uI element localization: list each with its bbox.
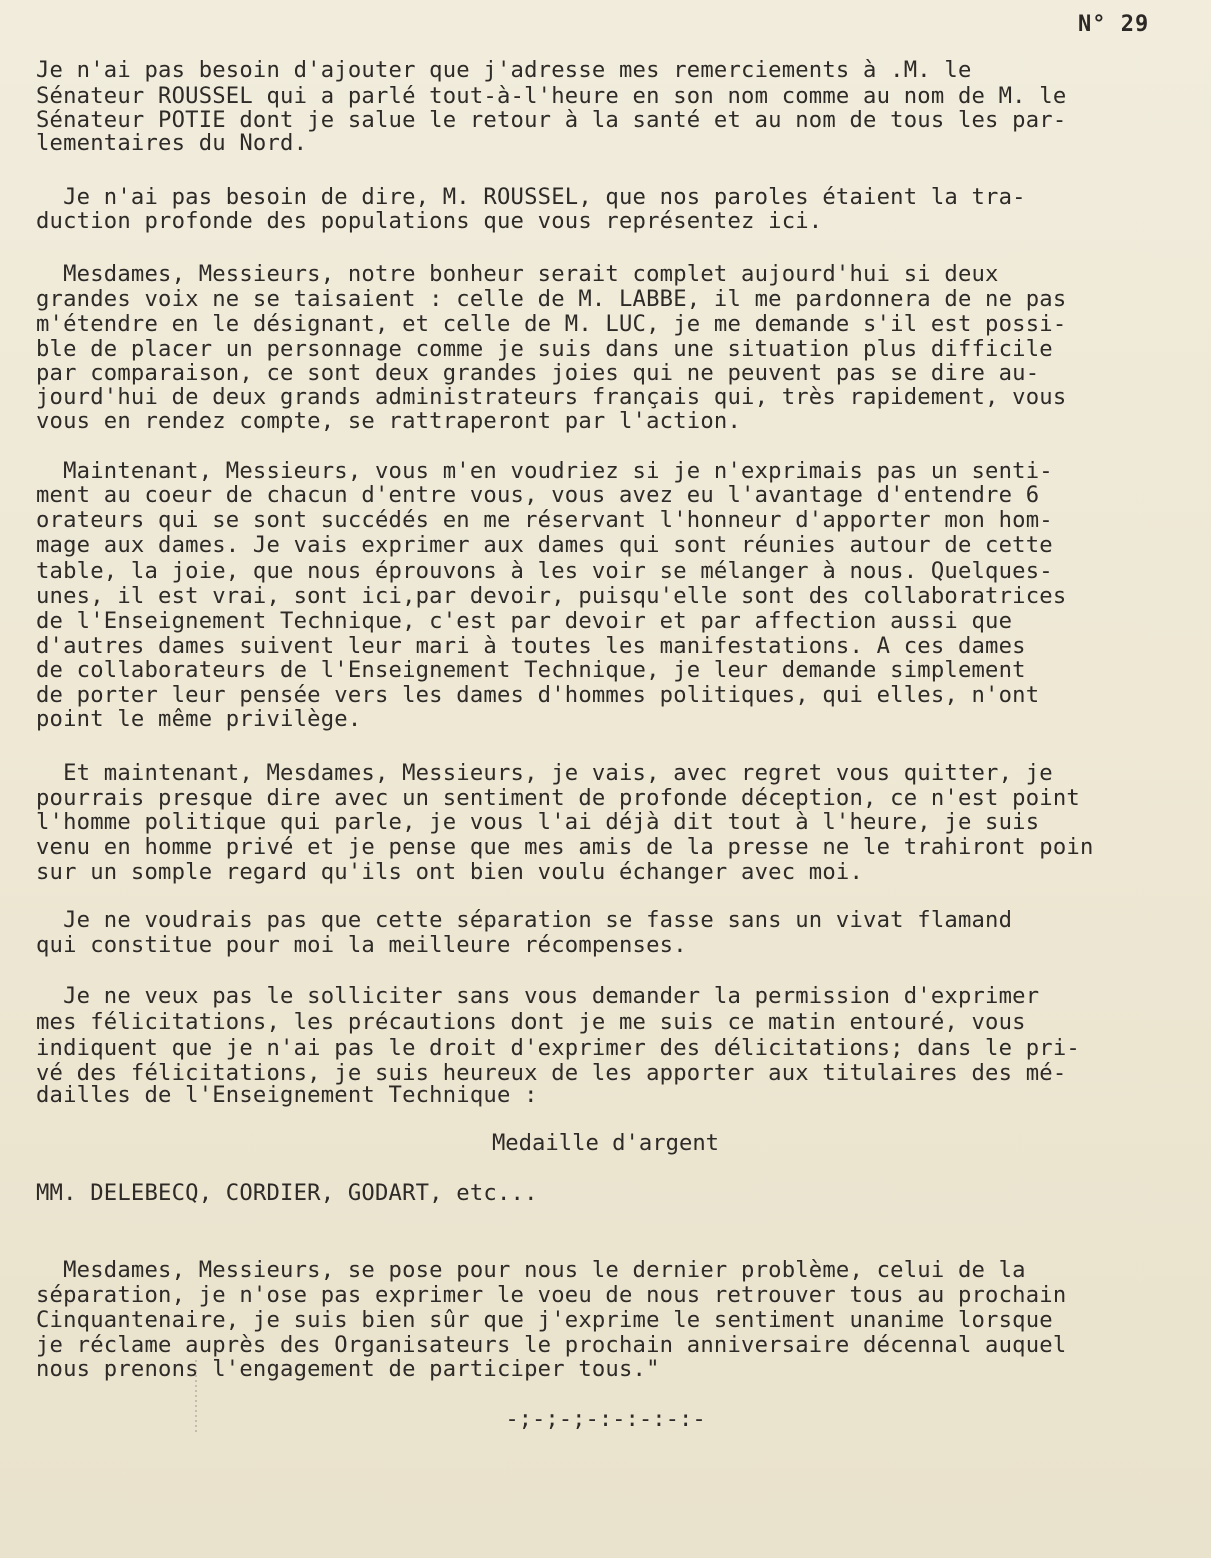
closing-ornament: -;-;-;-:-:-:-:- [505,1406,706,1432]
text-line: ment au coeur de chacun d'entre vous, vous avez eu l'avantage d'entendre 6 [36,482,1040,508]
text-line: jourd'hui de deux grands administrateurs français qui, très rapidement, vous [36,384,1067,410]
text-line: duction profonde des populations que vous représentez ici. [36,208,823,234]
text-line: m'étendre en le désignant, et celle de M. LUC, je me demande s'il est possi- [36,311,1067,337]
text-line: Sénateur ROUSSEL qui a parlé tout-à-l'heure en son nom comme au nom de M. le [36,83,1067,109]
text-line: Sénateur POTIE dont je salue le retour à la santé et au nom de tous les par- [36,107,1067,133]
text-line: par comparaison, ce sont deux grandes joies qui ne peuvent pas se dire au- [36,360,1040,386]
text-line: Cinquantenaire, je suis bien sûr que j'exprime le sentiment unanime lorsque [36,1307,1053,1333]
text-line: mage aux dames. Je vais exprimer aux dames qui sont réunies autour de cette [36,532,1053,558]
margin-marks [178,1360,208,1435]
text-line: Je n'ai pas besoin de dire, M. ROUSSEL, que nos paroles étaient la tra- [36,184,1026,210]
text-line: Je ne veux pas le solliciter sans vous demander la permission d'exprimer [36,983,1040,1009]
text-line: indiquent que je n'ai pas le droit d'exprimer des délicitations; dans le pri- [36,1035,1080,1061]
text-line: de porter leur pensée vers les dames d'hommes politiques, qui elles, n'ont [36,682,1040,708]
text-line: pourrais presque dire avec un sentiment de profonde déception, ce n'est point [36,785,1080,811]
text-line: Maintenant, Messieurs, vous m'en voudriez si je n'exprimais pas un senti- [36,458,1053,484]
recipients-line: MM. DELEBECQ, CORDIER, GODART, etc... [36,1180,538,1206]
text-line: de l'Enseignement Technique, c'est par devoir et par affection aussi que [36,608,1013,634]
text-line: ble de placer un personnage comme je suis dans une situation plus difficile [36,336,1053,362]
page-number: N° 29 [1078,12,1150,37]
text-line: Je n'ai pas besoin d'ajouter que j'adresse mes remerciements à .M. le [36,57,972,83]
text-line: nous prenons l'engagement de participer tous." [36,1356,660,1382]
text-line: Mesdames, Messieurs, se pose pour nous le dernier problème, celui de la [36,1257,1026,1283]
text-line: grandes voix ne se taisaient : celle de M. LABBE, il me pardonnera de ne pas [36,286,1067,312]
text-line: je réclame auprès des Organisateurs le prochain anniversaire décennal auquel [36,1332,1067,1358]
text-line: l'homme politique qui parle, je vous l'ai déjà dit tout à l'heure, je suis [36,809,1040,835]
text-line: venu en homme privé et je pense que mes amis de la presse ne le trahiront poin [36,834,1094,860]
text-line: Et maintenant, Mesdames, Messieurs, je vais, avec regret vous quitter, je [36,760,1053,786]
text-line: Mesdames, Messieurs, notre bonheur serait complet aujourd'hui si deux [36,261,999,287]
text-line: d'autres dames suivent leur mari à toutes les manifestations. A ces dames [36,633,1026,659]
text-line: point le même privilège. [36,706,362,732]
text-line: mes félicitations, les précautions dont je me suis ce matin entouré, vous [36,1009,1026,1035]
text-line: unes, il est vrai, sont ici,par devoir, puisqu'elle sont des collaboratrices [36,583,1067,609]
text-line: Je ne voudrais pas que cette séparation se fasse sans un vivat flamand [36,907,1013,933]
text-line: sur un somple regard qu'ils ont bien voulu échanger avec moi. [36,859,864,885]
text-line: vé des félicitations, je suis heureux de les apporter aux titulaires des mé- [36,1060,1067,1086]
medal-heading: Medaille d'argent [491,1130,720,1156]
text-line: de collaborateurs de l'Enseignement Technique, je leur demande simplement [36,657,1026,683]
text-line: dailles de l'Enseignement Technique : [36,1082,538,1108]
text-line: orateurs qui se sont succédés en me réservant l'honneur d'apporter mon hom- [36,507,1053,533]
text-line: table, la joie, que nous éprouvons à les voir se mélanger à nous. Quelques- [36,558,1053,584]
text-line: lementaires du Nord. [36,130,308,156]
text-line: séparation, je n'ose pas exprimer le voeu de nous retrouver tous au prochain [36,1282,1067,1308]
text-line: qui constitue pour moi la meilleure récompenses. [36,932,687,958]
text-line: vous en rendez compte, se rattraperont par l'action. [36,408,742,434]
